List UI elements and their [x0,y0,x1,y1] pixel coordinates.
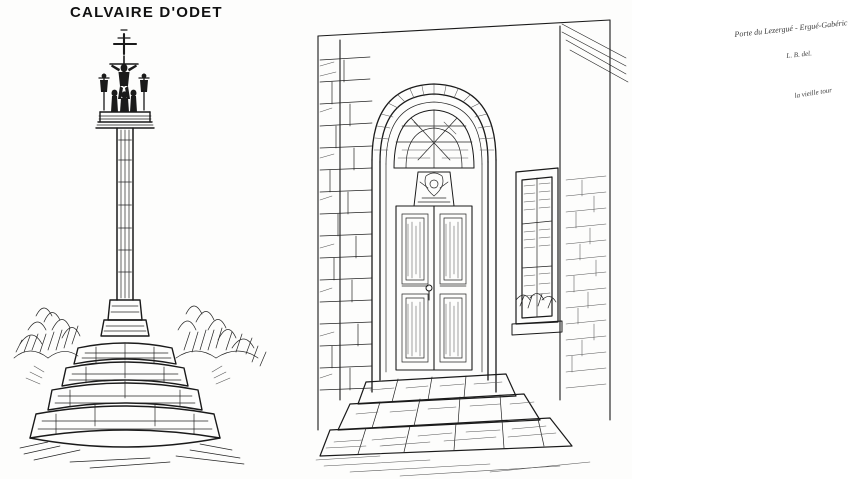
drawing-caption-line-2: L. B. del. [786,49,813,60]
drawing-caption-line-3: la vieille tour [794,86,833,100]
drawing-caption-line-1: Porte du Lezergué - Ergué-Gabéric [734,18,848,39]
page-title: CALVAIRE D'ODET [70,4,223,21]
calvary-cross-engraving [0,0,310,479]
left-illustration-panel [0,0,310,479]
doorway-pen-drawing [310,0,632,479]
right-illustration-panel [310,0,848,479]
